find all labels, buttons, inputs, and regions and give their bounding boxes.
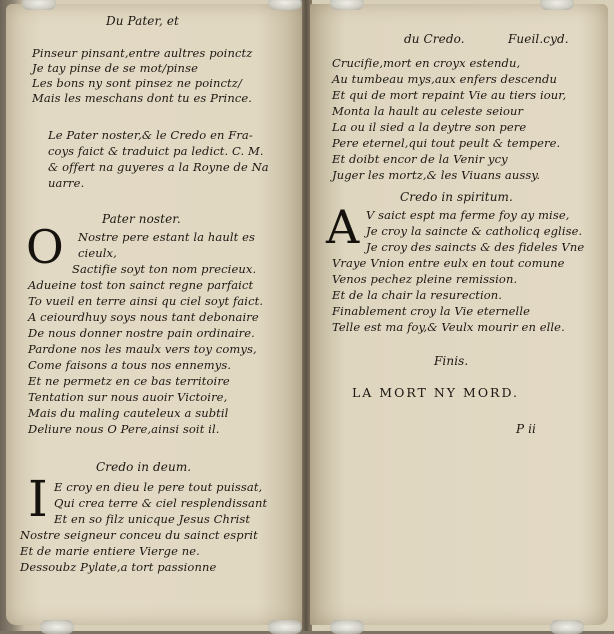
pater-dropcap: O [26,220,64,274]
credo-dropcap: I [28,470,48,528]
intro-line-1: Pinseur pinsant,entre aultres poinctz [32,46,253,60]
pater-line-10: Et ne permetz en ce bas territoire [28,374,230,388]
clip-bottom-left [40,620,74,634]
credo-line-3: Et en so filz unicque Jesus Christ [54,512,251,526]
credo-line-1: E croy en dieu le pere tout puissat, [54,480,263,494]
note-line-4: uarre. [48,176,85,190]
credo-cont-line-8: Juger les mortz,& les Viuans aussy. [332,168,541,182]
spiritum-title: Credo in spiritum. [400,190,513,204]
spiritum-line-6: Et de la chair la resurection. [332,288,503,302]
motto: LA MORT NY MORD. [352,385,520,400]
left-running-head: Du Pater, et [106,14,179,28]
intro-line-2: Je tay pinse de se mot/pinse [32,61,198,75]
pater-line-7: De nous donner nostre pain ordinaire. [28,326,255,340]
credo-cont-line-7: Et doibt encor de la Venir ycy [332,152,508,166]
note-line-1: Le Pater noster,& le Credo en Fra- [48,128,253,142]
pater-line-1: Nostre pere estant la hault es [78,230,255,244]
right-page [310,4,608,625]
spiritum-line-2: Je croy la saincte & catholicq eglise. [366,224,583,238]
spiritum-dropcap: A [326,200,360,254]
spiritum-line-4: Vraye Vnion entre eulx en tout comune [332,256,565,270]
intro-line-3: Les bons ny sont pinsez ne poinctz/ [32,76,242,90]
credo-cont-line-1: Crucifie,mort en croyx estendu, [332,56,521,70]
clip-top-right [540,0,574,10]
intro-line-4: Mais les meschans dont tu es Prince. [32,91,253,105]
spiritum-line-7: Finablement croy la Vie eternelle [332,304,531,318]
spiritum-line-8: Telle est ma foy,& Veulx mourir en elle. [332,320,565,334]
finis-label: Finis. [434,354,469,368]
credo-cont-line-3: Et qui de mort repaint Vie au tiers iour, [332,88,567,102]
credo-line-2: Qui crea terre & ciel resplendissant [54,496,268,510]
pater-line-3: Sactifie soyt ton nom precieux. [72,262,257,276]
credo-cont-line-4: Monta la hault au celeste seiour [332,104,524,118]
clip-top-center-right [330,0,364,10]
signature-mark: P ii [516,422,536,436]
pater-line-6: A ceiourdhuy soys nous tant debonaire [28,310,259,324]
pater-line-2: cieulx, [78,246,117,260]
credo-line-6: Dessoubz Pylate,a tort passionne [20,560,217,574]
pater-line-12: Mais du maling cauteleux a subtil [28,406,229,420]
clip-bottom-center-right [330,620,364,634]
folio-number: Fueil.cyd. [508,32,569,46]
pater-title: Pater noster. [102,212,181,226]
clip-top-left [22,0,56,10]
clip-top-center-left [268,0,302,10]
credo-cont-line-2: Au tumbeau mys,aux enfers descendu [332,72,557,86]
note-line-2: coys faict & traduict pa ledict. C. M. [48,144,264,158]
right-running-head: du Credo. [404,32,465,46]
pater-line-11: Tentation sur nous auoir Victoire, [28,390,228,404]
note-line-3: & offert na guyeres a la Royne de Na [48,160,269,174]
clip-bottom-center-left [268,620,302,634]
pater-line-8: Pardone nos les maulx vers toy comys, [28,342,257,356]
spiritum-line-5: Venos pechez pleine remission. [332,272,518,286]
pater-line-13: Deliure nous O Pere,ainsi soit il. [28,422,220,436]
clip-bottom-right [550,620,584,634]
pater-line-5: To vueil en terre ainsi qu ciel soyt faict. [28,294,264,308]
credo-cont-line-6: Pere eternel,qui tout peult & tempere. [332,136,561,150]
credo-line-4: Nostre seigneur conceu du sainct esprit [20,528,258,542]
credo-line-5: Et de marie entiere Vierge ne. [20,544,200,558]
spiritum-line-3: Je croy des saincts & des fideles Vne [366,240,585,254]
credo-cont-line-5: La ou il sied a la deytre son pere [332,120,527,134]
pater-line-4: Adueine tost ton sainct regne parfaict [28,278,254,292]
pater-line-9: Come faisons a tous nos ennemys. [28,358,232,372]
left-page [6,4,302,625]
spiritum-line-1: V saict espt ma ferme foy ay mise, [366,208,570,222]
credo-title: Credo in deum. [96,460,192,474]
